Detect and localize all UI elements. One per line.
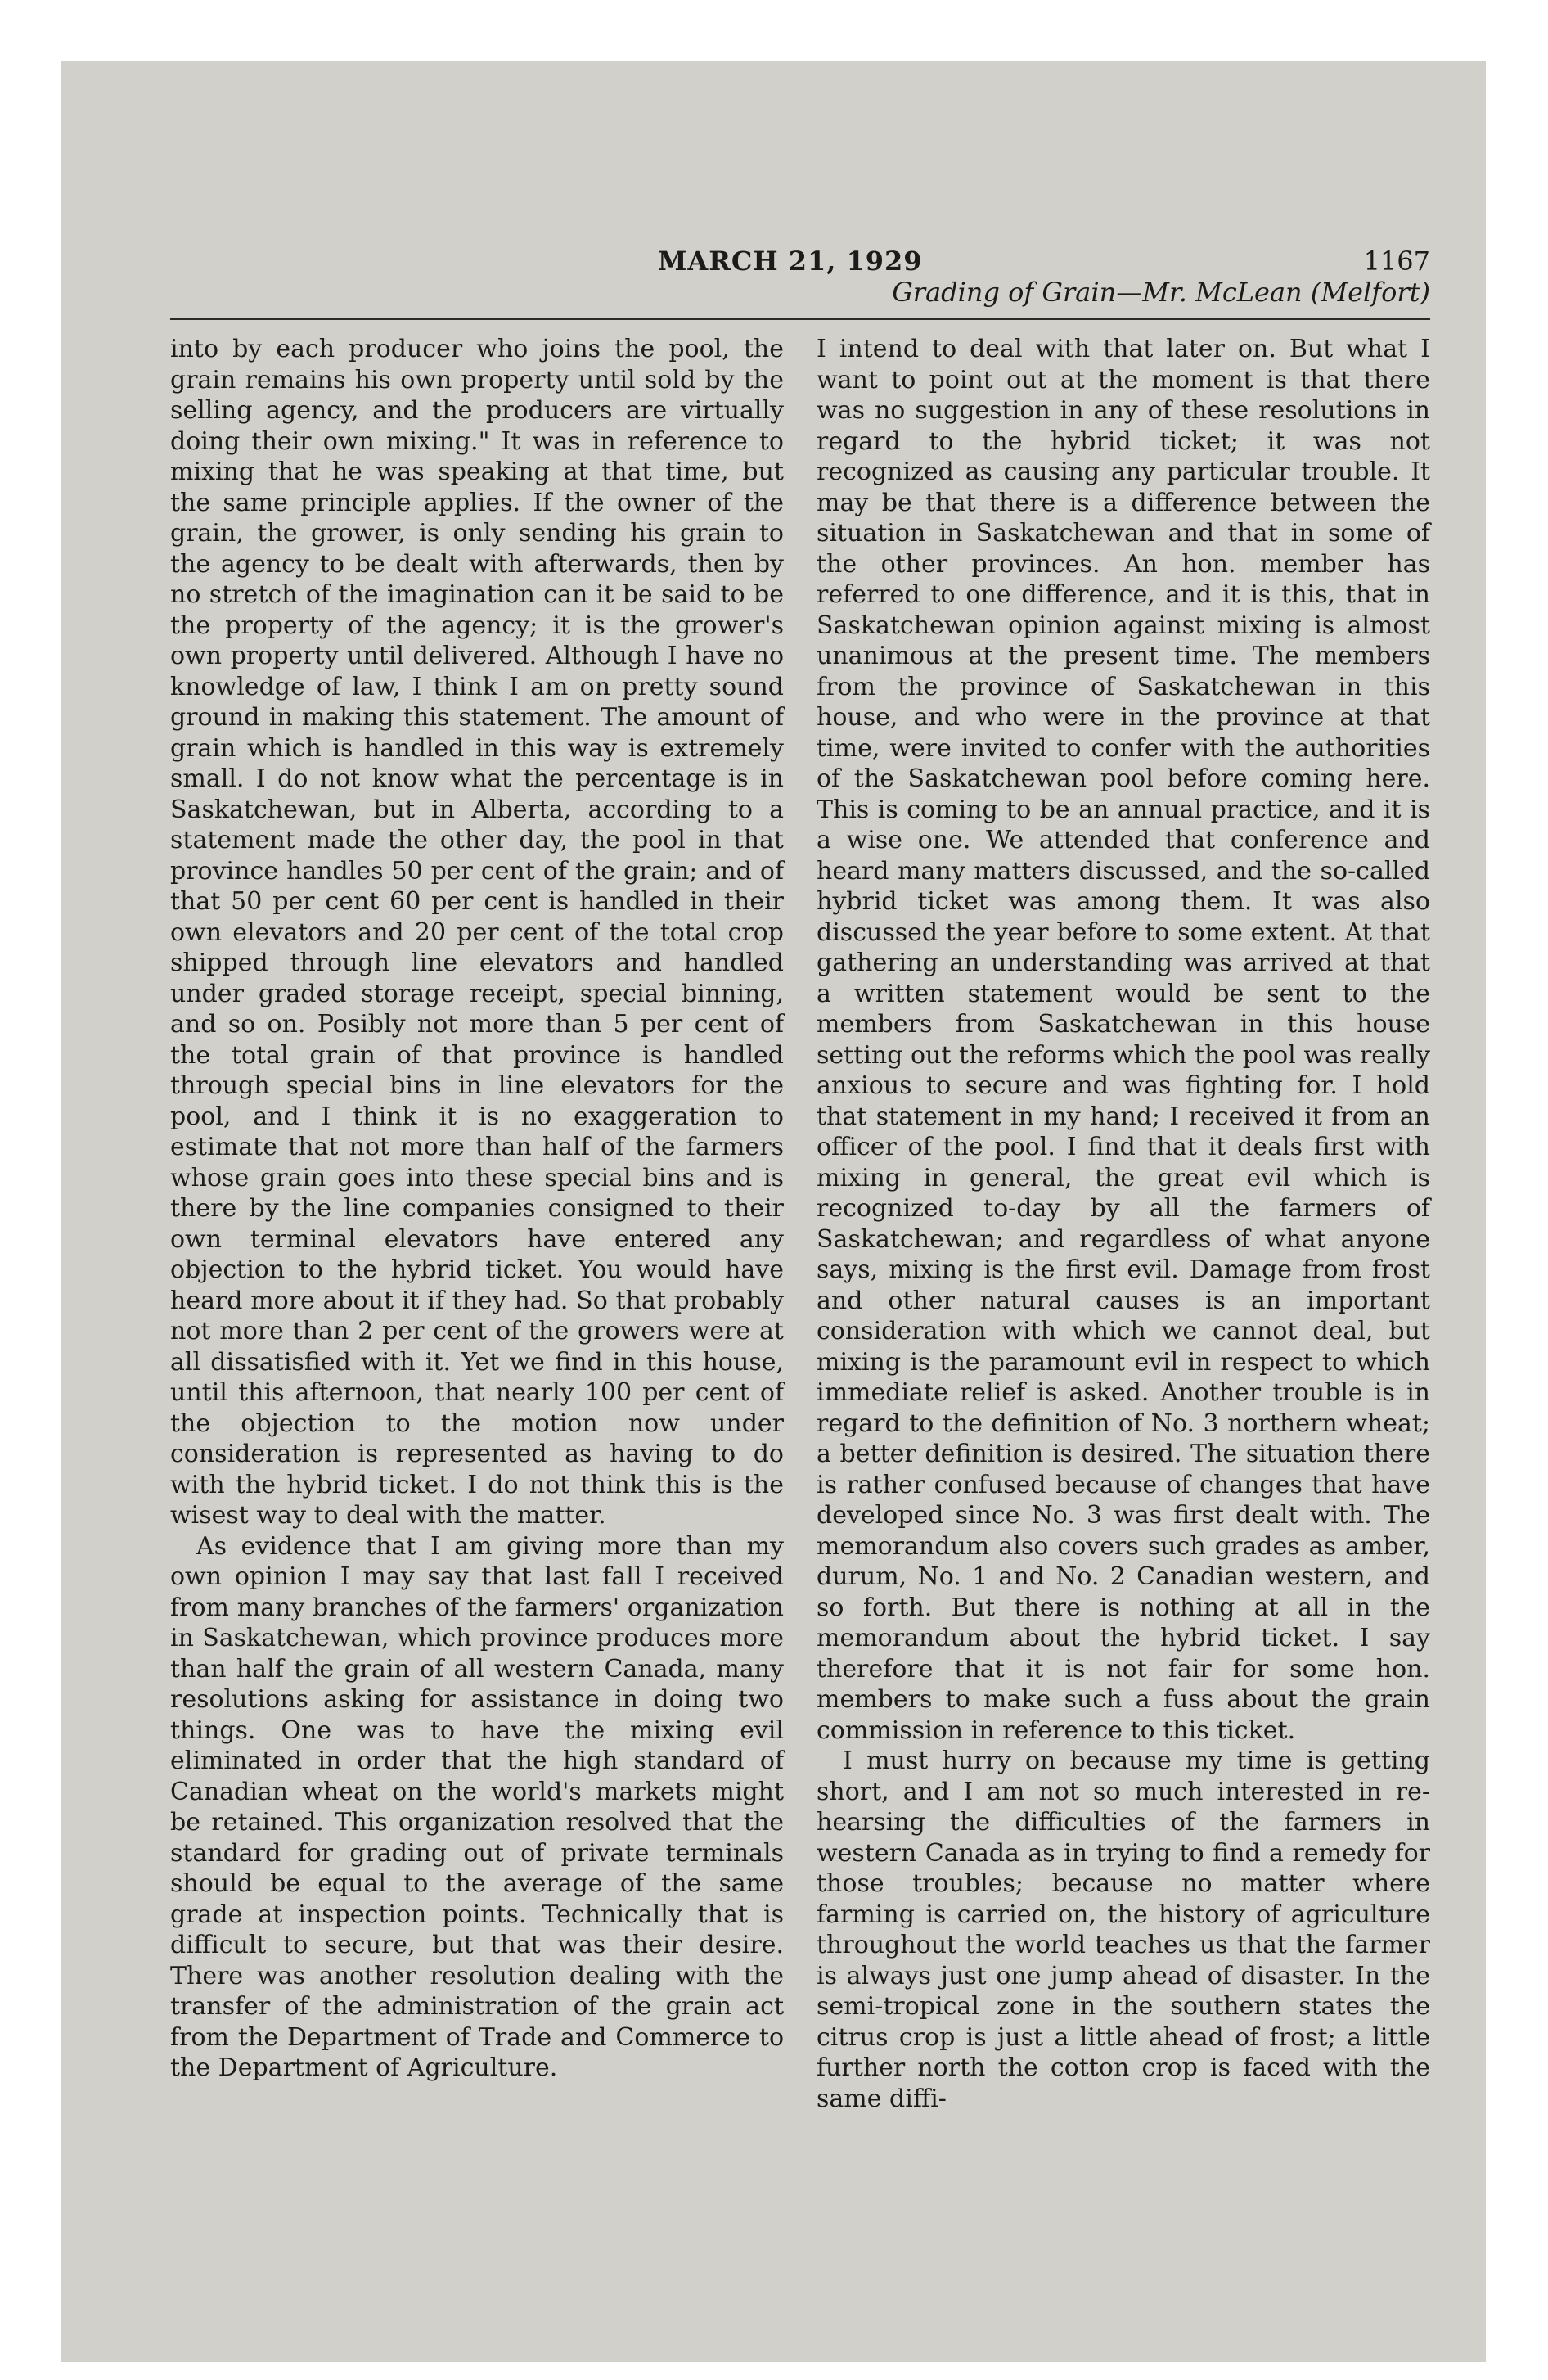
header-date: MARCH 21, 1929 <box>658 246 923 277</box>
paragraph: As evidence that I am giving more than my own opinion I may say that last fall I received from many branches of the farmers' organization in Saskatchewan, which province produces more than half the grain of all western Canada, many resolutions asking for assistance in doing two things. One was to have the mixing evil eliminated in order that the high standard of Canadian wheat on the world's markets might be retained. This organization resolved that the standard for grading out of private terminals should be equal to the average of the same grade at inspection points. Technically that is difficult to secure, but that was their desire. There was another resolution dealing with the transfer of the administration of the grain act from the Department of Trade and Commerce to the Department of Agriculture. <box>170 1531 784 2082</box>
header-rule <box>170 318 1430 320</box>
paragraph: I must hurry on because my time is getting short, and I am not so much interested in rehearsing the difficulties of the farmers in western Canada as in trying to find a remedy for those troubles; because no matter where farming is carried on, the history of agriculture throughout the world teaches us that the farmer is always just one jump ahead of disaster. In the semi-tropical zone in the southern states the citrus crop is just a little ahead of frost; a little further north the cotton crop is faced with the same diffi- <box>817 1747 1430 2113</box>
paragraph: into by each producer who joins the pool, the grain remains his own property until sold by the selling agency, and the producers are virtually doing their own mixing." It was in reference to mixing that he was speaking at that time, but the same principle applies. If the owner of the grain, the grower, is only sending his grain to the agency to be dealt with afterwards, then by no stretch of the imagination can it be said to be the property of the agency; it is the grower's own property until delivered. Although I have no knowledge of law, I think I am on pretty sound ground in making this statement. The amount of grain which is handled in this way is extremely small. I do not know what the percentage is in Saskatchewan, but in Alberta, according to a statement made the other day, the pool in that province handles 50 per cent of the grain; and of that 50 per cent 60 per cent is handled in their own elevators and 20 per cent of the total crop shipped through line elevators and handled under graded storage receipt, special binning, and so on. Posibly not more than 5 per cent of the total grain of that province is handled through special bins in line elevators for the pool, and I think it is no exaggeration to estimate that not more than half of the farmers whose grain goes into these special bins and is there by the line companies consigned to their own terminal elevators have entered any objection to the hybrid ticket. You would have heard more about it if they had. So that probably not more than 2 per cent of the growers were at all dissatisfied with it. Yet we find in this house, until this afternoon, that nearly 100 per cent of the objection to the motion now under consideration is represented as having to do with the hybrid ticket. I do not think this is the wisest way to deal with the matter. <box>170 335 784 1530</box>
page-number: 1167 <box>1363 246 1430 277</box>
running-head: Grading of Grain—Mr. McLean (Melfort) <box>892 277 1430 308</box>
text-columns <box>170 334 1430 2114</box>
left-column <box>170 334 784 2114</box>
scanned-page <box>61 61 1486 2362</box>
paragraph: I intend to deal with that later on. But what I want to point out at the moment is that there was no suggestion in any of these resolutions in regard to the hybrid ticket; it was not recognized as causing any particular trouble. It may be that there is a difference between the situation in Saskatchewan and that in some of the other provinces. An hon. member has referred to one difference, and it is this, that in Saskatchewan opinion against mixing is almost unanimous at the present time. The members from the province of Saskatchewan in this house, and who were in the province at that time, were invited to confer with the authorities of the Saskatchewan pool before coming here. This is coming to be an annual practice, and it is a wise one. We attended that conference and heard many matters discussed, and the so-called hybrid ticket was among them. It was also discussed the year before to some extent. At that gathering an understanding was arrived at that a written statement would be sent to the members from Saskatchewan in this house setting out the reforms which the pool was really anxious to secure and was fighting for. I hold that statement in my hand; I received it from an officer of the pool. I find that it deals first with mixing in general, the great evil which is recognized to-day by all the farmers of Saskatchewan; and regardless of what anyone says, mixing is the first evil. Damage from frost and other natural causes is an important consideration with which we cannot deal, but mixing is the paramount evil in respect to which immediate relief is asked. Another trouble is in regard to the definition of No. 3 northern wheat; a better definition is desired. The situation there is rather confused because of changes that have developed since No. 3 was first dealt with. The memorandum also covers such grades as amber, durum, No. 1 and No. 2 Canadian western, and so forth. But there is nothing at all in the memorandum about the hybrid ticket. I say therefore that it is not fair for some hon. members to make such a fuss about the grain commission in reference to this ticket. <box>817 335 1430 1745</box>
right-column <box>817 334 1430 2114</box>
